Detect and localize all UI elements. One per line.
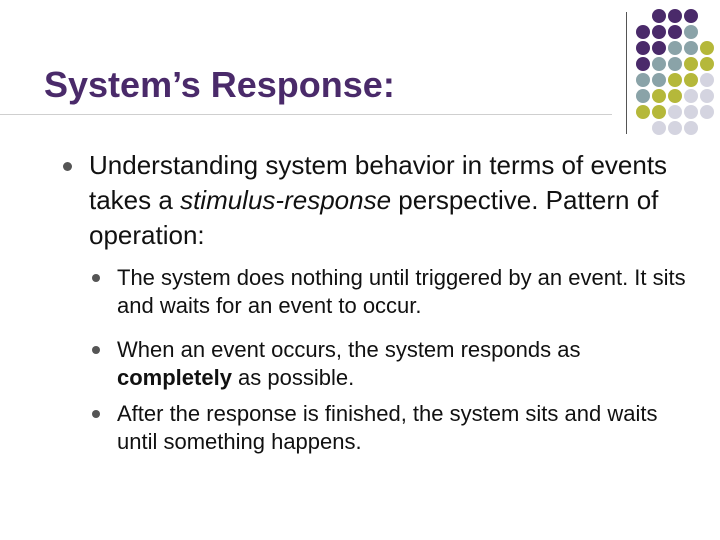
decorative-dot	[684, 121, 698, 135]
decorative-dot	[652, 89, 666, 103]
sub-bullet-1: The system does nothing until triggered by an event. It sits and waits for an event to occur.	[117, 265, 686, 318]
decorative-dot	[636, 73, 650, 87]
decorative-dot	[668, 89, 682, 103]
decorative-dot	[636, 25, 650, 39]
decorative-dot	[636, 105, 650, 119]
main-bullet-text	[89, 148, 689, 253]
decorative-dot	[652, 73, 666, 87]
slide-title: System’s Response:	[44, 64, 395, 105]
decorative-dot	[668, 105, 682, 119]
decorative-dot	[684, 57, 698, 71]
decorative-dot	[652, 25, 666, 39]
decorative-dot	[700, 73, 714, 87]
decorative-dot	[668, 41, 682, 55]
decorative-dot	[700, 41, 714, 55]
decorative-dot	[652, 105, 666, 119]
main-bullet-emphasis: stimulus-response	[180, 185, 392, 215]
decorative-dot	[684, 89, 698, 103]
decorative-dot	[636, 89, 650, 103]
decorative-dot	[636, 57, 650, 71]
sub-bullet-marker	[92, 410, 100, 418]
decorative-dot	[652, 9, 666, 23]
decorative-dot	[700, 105, 714, 119]
decorative-dot	[636, 41, 650, 55]
decorative-dot	[652, 57, 666, 71]
bullet-marker	[63, 162, 72, 171]
decorative-dot	[668, 73, 682, 87]
decorative-dot	[668, 25, 682, 39]
decorative-dot	[684, 41, 698, 55]
decorative-dot	[652, 121, 666, 135]
main-bullet-text-before: Understanding system behavior in terms of events takes a	[89, 150, 668, 215]
decorative-dot	[652, 41, 666, 55]
decorative-dot	[700, 89, 714, 103]
sub-bullet-3: After the response is finished, the system sits and waits until something happens.	[117, 401, 658, 454]
decorative-dot	[684, 9, 698, 23]
sub-bullet-marker	[92, 346, 100, 354]
main-bullet-text-after: perspective. Pattern of operation:	[89, 185, 659, 250]
decorative-dot	[684, 73, 698, 87]
sub-bullet-2-before: When an event occurs, the system responds as	[117, 337, 581, 362]
sub-bullet-2-bold: completely	[117, 365, 232, 390]
decorative-dot	[668, 57, 682, 71]
decorative-dot	[700, 57, 714, 71]
decorative-dot	[668, 121, 682, 135]
sub-bullet-marker	[92, 274, 100, 282]
decorative-dot	[684, 105, 698, 119]
sub-bullet-2	[117, 336, 687, 392]
decorative-dot	[684, 25, 698, 39]
sub-bullet-2-after: as possible.	[231, 365, 355, 390]
decorative-dot	[668, 9, 682, 23]
